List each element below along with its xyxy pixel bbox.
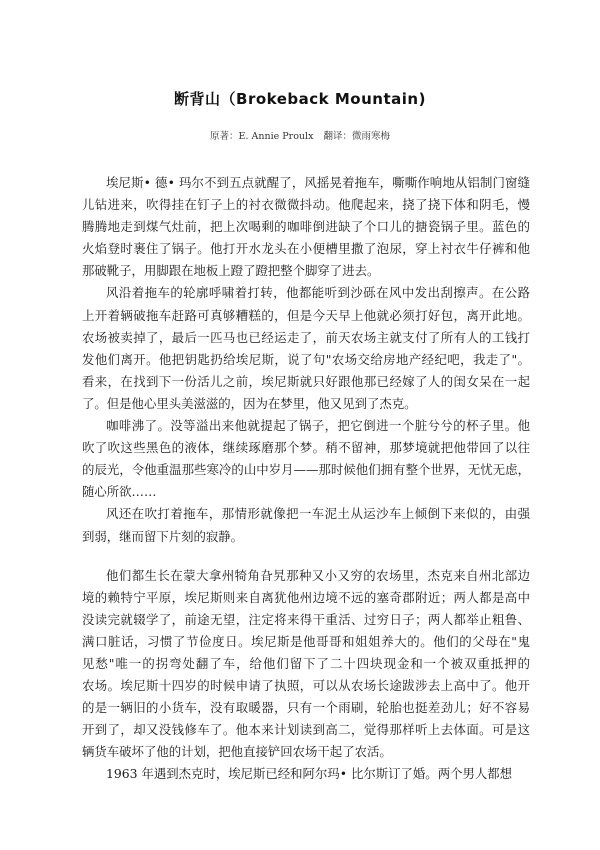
- paragraph-line: 的是一辆旧的小货车，没有取暖器，只有一个雨刷，轮胎也挺差劲儿；好不容易: [82, 700, 530, 716]
- paragraph-line: 上开着辆破拖车赶路可真够糟糕的，但是今天早上他就必须打好包，离开此地。: [82, 307, 530, 323]
- paragraph-line: 了。但是他心里头美滋滋的，因为在梦里，他又见到了杰克。: [82, 395, 417, 411]
- paragraph-line: 腾腾地走到煤气灶前，把上次喝剩的咖啡倒进缺了个口儿的搪瓷锅子里。蓝色的: [82, 219, 530, 235]
- paragraph: [82, 763, 530, 785]
- paragraph-line: 到弱，继而留下片刻的寂静。: [82, 528, 244, 544]
- paragraph-line: 1963 年遇到杰克时，埃尼斯已经和阿尔玛• 比尔斯订了婚。两个男人都想: [106, 766, 513, 782]
- paragraph-line: 农场被卖掉了，最后一匹马也已经运走了，前天农场主就支付了所有人的工钱打: [82, 329, 530, 345]
- byline-translator: 翻译：微雨寒梅: [323, 131, 390, 142]
- paragraph-line: 风还在吹打着拖车，那情形就像把一车泥土从运沙车上倾倒下来似的，由强: [106, 506, 530, 522]
- paragraph-line: 辆货车破坏了他的计划，把他直接铲回农场干起了农活。: [82, 744, 392, 760]
- paragraph-line: 见愁"唯一的拐弯处翻了车，给他们留下了二十四块现金和一个被双重抵押的: [82, 655, 530, 671]
- paragraph-line: 满口脏话，习惯了节俭度日。埃尼斯是他哥哥和姐姐养大的。他们的父母在"鬼: [82, 633, 530, 649]
- article-body: [82, 172, 530, 786]
- paragraph-line: 看来，在找到下一份活儿之前，埃尼斯就只好跟他那已经嫁了人的闺女呆在一起: [82, 373, 530, 389]
- paragraph-line: 咖啡沸了。没等溢出来他就提起了锅子，把它倒进一个脏兮兮的杯子里。他: [106, 418, 530, 434]
- paragraph-line: 发他们离开。他把钥匙扔给埃尼斯，说了句"农场交给房地产经纪吧，我走了"。: [82, 351, 530, 367]
- byline: [0, 128, 600, 142]
- paragraph: [82, 172, 530, 282]
- paragraph-line: 农场。埃尼斯十四岁的时候申请了执照，可以从农场长途跋涉去上高中了。他开: [82, 678, 530, 694]
- paragraph: [82, 415, 530, 503]
- paragraph-line: 儿钻进来，吹得挂在钉子上的衬衣微微抖动。他爬起来，挠了挠下体和阴毛，慢: [82, 197, 530, 213]
- paragraph-line: 那破靴子，用脚跟在地板上蹬了蹬把整个脚穿了进去。: [82, 263, 380, 279]
- paragraph-line: 的辰光，令他重温那些寒冷的山中岁月——那时候他们拥有整个世界，无忧无虑，: [82, 462, 530, 478]
- page-title: 断背山（Brokeback Mountain): [174, 90, 426, 108]
- paragraph-line: 风沿着拖车的轮廓呼啸着打转，他都能听到沙砾在风中发出刮擦声。在公路: [106, 285, 530, 301]
- paragraph: [82, 282, 530, 415]
- paragraph-line: 没读完就辍学了，前途无望，注定将来得干重活、过穷日子；两人都举止粗鲁、: [82, 611, 530, 627]
- paragraph-line: 他们都生长在蒙大拿州犄角旮旯那种又小又穷的农场里，杰克来自州北部边: [106, 567, 530, 583]
- section-gap: [82, 548, 530, 565]
- paragraph-line: 吹了吹这些黑色的液体，继续琢磨那个梦。稍不留神，那梦境就把他带回了以往: [82, 440, 530, 456]
- paragraph-line: 随心所欲……: [82, 484, 157, 500]
- paragraph: [82, 565, 530, 764]
- paragraph-line: 境的赖特宁平原，埃尼斯则来自离犹他州边境不远的塞奇郡附近；两人都是高中: [82, 589, 530, 605]
- byline-author: 原著：E. Annie Proulx: [210, 131, 314, 142]
- paragraph-line: 火焰登时裹住了锅子。他打开水龙头在小便槽里撒了泡尿，穿上衬衣牛仔裤和他: [82, 241, 530, 257]
- paragraph-line: 埃尼斯• 德• 玛尔不到五点就醒了，风摇晃着拖车，嘶嘶作响地从铝制门窗缝: [106, 175, 530, 190]
- paragraph-line: 开到了，却又没钱修车了。他本来计划读到高二，觉得那样听上去体面。可是这: [82, 722, 530, 738]
- paragraph: [82, 503, 530, 547]
